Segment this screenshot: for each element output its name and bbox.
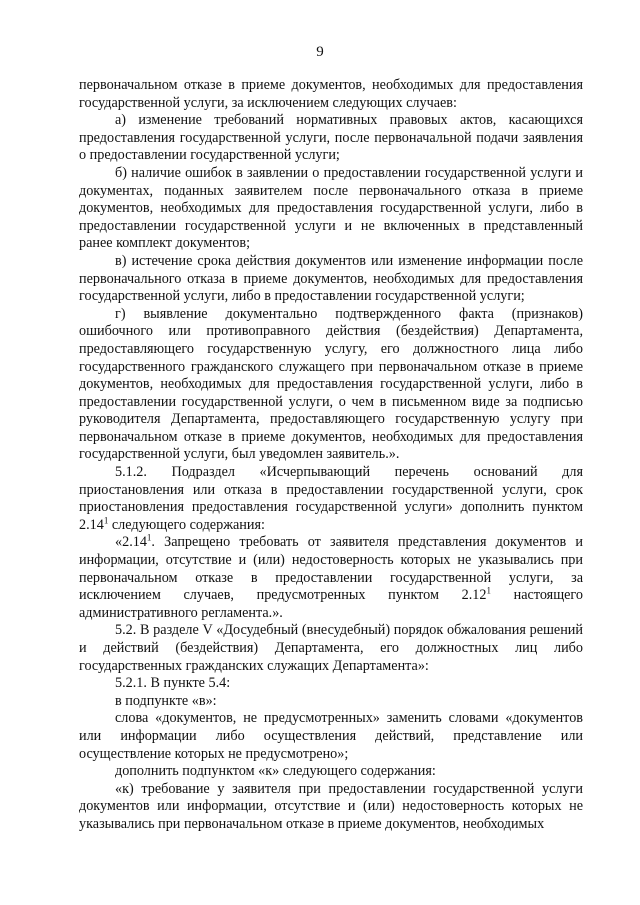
superscript: 1: [103, 515, 109, 526]
paragraph-2-14-1-text: . Запрещено требовать от заявителя представления документов и информации, отсутствие и (или) недостоверность которых не указывались при первоначальном отказе в предоставлении государственной услуги, за исключением случаев, предусмотренных пунктом 2.12: [79, 534, 583, 604]
paragraph-item-a: а) изменение требований нормативных правовых актов, касающихся предоставления государственной услуги, после первоначальной подачи заявления о предоставлении государственной услуги;: [79, 112, 583, 164]
paragraph-5-1-2: [79, 464, 583, 534]
paragraph-5-2-1: 5.2.1. В пункте 5.4:: [115, 675, 231, 692]
superscript: 1: [486, 585, 491, 596]
paragraph-2-14-1-start: «2.14: [115, 534, 147, 551]
paragraph-2-14-1-tail: настоящего административного регламента.».: [79, 587, 583, 621]
paragraph-item-g: г) выявление документально подтвержденного факта (признаков) ошибочного или противоправного действия (бездействия) Департамента, предоставляющего государственную услугу, его должностного лица либо государственного гражданского служащего при первоначальном отказе в приеме документов, необходимых для предоставления государственной услуги, либо в предоставлении государственной услуги, о чем в письменном виде за подписью руководителя Департамента, предоставляющего государственную услугу при первоначальном отказе в приеме документов, необходимых для предоставления государственной услуги, был уведомлен заявитель.».: [79, 305, 583, 463]
paragraph-5-1-2-text: 5.1.2. Подраздел «Исчерпывающий перечень оснований для приостановления или отказа в предоставлении государственной услуги, срок приостановления предоставления государственной услуги» дополнить пунктом 2.14: [79, 464, 583, 533]
paragraph-item-v: в) истечение срока действия документов или изменение информации после первоначального отказа в приеме документов, необходимых для предоставления государственной услуги, либо в предоставлении государственной услуги;: [79, 252, 583, 305]
paragraph-subitem-v: в подпункте «в»:: [115, 692, 217, 709]
paragraph-add-subitem: дополнить подпунктом «к» следующего содержания:: [115, 763, 436, 780]
paragraph-continuation: первоначальном отказе в приеме документов, необходимых для предоставления государственной услуги, за исключением следующих случаев:: [79, 77, 583, 111]
superscript: 1: [146, 532, 152, 543]
paragraph-5-2: 5.2. В разделе V «Досудебный (внесудебный) порядок обжалования решений и действий (бездействия) Департамента, его должностных лиц либо государственных гражданских служащих Департамента»:: [79, 622, 583, 674]
document-body: [79, 77, 583, 834]
paragraph-item-b: б) наличие ошибок в заявлении о предоставлении государственной услуги и документах, поданных заявителем после первоначального отказа в приеме документов, необходимых для предоставления государственной услуги, либо в предоставлении государственной услуги и не включенных в представленный ранее комплект документов;: [79, 164, 583, 252]
paragraph-subitem-k: «к) требование у заявителя при предоставлении государственной услуги документов или информации, отсутствие и (или) недостоверность которых не указывались при первоначальном отказе в приеме документов, необходимых: [79, 780, 583, 832]
paragraph-5-1-2-tail: следующего содержания:: [108, 516, 265, 533]
paragraph-2-14-1: [79, 534, 583, 622]
page-number: 9: [316, 44, 324, 60]
paragraph-replace-words: слова «документов, не предусмотренных» заменить словами «документов или информации либо осуществления действий, представление или осуществление которых не предусмотрено»;: [79, 710, 583, 762]
